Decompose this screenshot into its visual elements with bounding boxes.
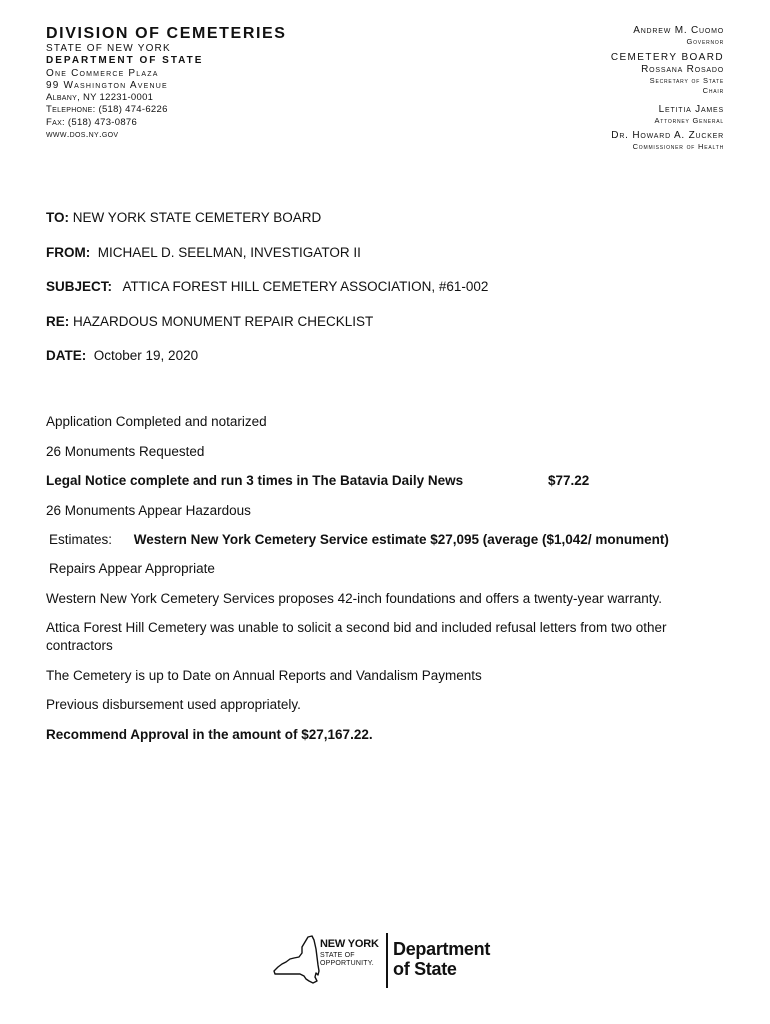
to-value: NEW YORK STATE CEMETERY BOARD [72, 210, 322, 225]
telephone: Telephone: (518) 474-6226 [46, 104, 168, 116]
checklist-item: Application Completed and notarized [46, 414, 267, 429]
state-name: STATE OF NEW YORK [46, 43, 171, 54]
ny-line-1: NEW YORK [320, 938, 379, 950]
re-value: HAZARDOUS MONUMENT REPAIR CHECKLIST [73, 313, 374, 329]
checklist-item: The Cemetery is up to Date on Annual Reports and Vandalism Payments [46, 668, 482, 683]
ny-wordmark [320, 939, 379, 968]
subject-row [46, 278, 488, 313]
address-city: Albany, NY 12231-0001 [46, 92, 154, 104]
memo-header [46, 209, 488, 382]
estimates-value: Western New York Cemetery Service estimate $27,095 (average ($1,042/ monument) [133, 532, 669, 547]
checklist-item: Western New York Cemetery Services proposes 42-inch foundations and offers a twenty-year warranty. [46, 591, 663, 606]
dos-logo [272, 931, 502, 991]
letterhead-right [611, 25, 724, 152]
re-label: RE: [46, 313, 70, 329]
legal-notice-text: Legal Notice complete and run 3 times in The Batavia Daily News [46, 473, 464, 488]
checklist-item: 26 Monuments Appear Hazardous [46, 503, 251, 518]
legal-notice-row [46, 472, 736, 490]
subject-value: ATTICA FOREST HILL CEMETERY ASSOCIATION, #61-002 [122, 279, 489, 294]
department-name: DEPARTMENT OF STATE [46, 55, 204, 67]
checklist-item: Attica Forest Hill Cemetery was unable to solicit a second bid and included refusal letters from two other contractors [46, 620, 667, 653]
date-label: DATE: [46, 348, 87, 363]
re-row [46, 313, 488, 348]
governor-title: Governor [686, 37, 724, 46]
letterhead-left [46, 25, 287, 141]
dos-wordmark [393, 939, 490, 979]
chair-title: Chair [702, 86, 724, 95]
ny-line-3: OPPORTUNITY. [320, 960, 374, 967]
website: www.dos.ny.gov [46, 129, 119, 141]
dos-line-2: of State [393, 959, 457, 979]
dos-line-1: Department [393, 939, 491, 959]
checklist-item: 26 Monuments Requested [46, 444, 205, 459]
health-commissioner-name: Dr. Howard A. Zucker [611, 130, 724, 141]
from-value: MICHAEL D. SEELMAN, INVESTIGATOR II [97, 244, 361, 260]
legal-notice-amount: $77.22 [548, 473, 590, 488]
recommendation: Recommend Approval in the amount of $27,167.22. [46, 727, 373, 742]
from-label: FROM: [46, 244, 91, 260]
address-line-2: 99 Washington Avenue [46, 79, 168, 91]
ny-line-2: STATE OF [320, 952, 355, 959]
estimates-row [49, 531, 669, 549]
date-value: October 19, 2020 [93, 348, 199, 363]
subject-label: SUBJECT: [46, 279, 113, 294]
logo-divider [386, 933, 388, 988]
checklist-item: Previous disbursement used appropriately. [46, 697, 301, 712]
attorney-general-title: Attorney General [654, 116, 724, 125]
from-row [46, 244, 488, 279]
fax: Fax: (518) 473-0876 [46, 116, 138, 128]
secretary-title: Secretary of State [649, 76, 724, 85]
health-commissioner-title: Commissioner of Health [632, 142, 724, 151]
governor-name: Andrew M. Cuomo [633, 25, 724, 36]
to-label: TO: [46, 210, 69, 225]
date-row [46, 347, 488, 382]
new-york-state-map-icon [272, 935, 322, 987]
division-title: DIVISION OF CEMETERIES [46, 25, 287, 42]
attorney-general-name: Letitia James [658, 104, 724, 115]
secretary-name: Rossana Rosado [641, 64, 724, 75]
address-line-1: One Commerce Plaza [46, 67, 159, 79]
checklist-item: Repairs Appear Appropriate [49, 561, 215, 576]
cemetery-board: CEMETERY BOARD [610, 52, 724, 63]
to-row [46, 209, 488, 244]
estimates-label: Estimates: [49, 532, 113, 547]
